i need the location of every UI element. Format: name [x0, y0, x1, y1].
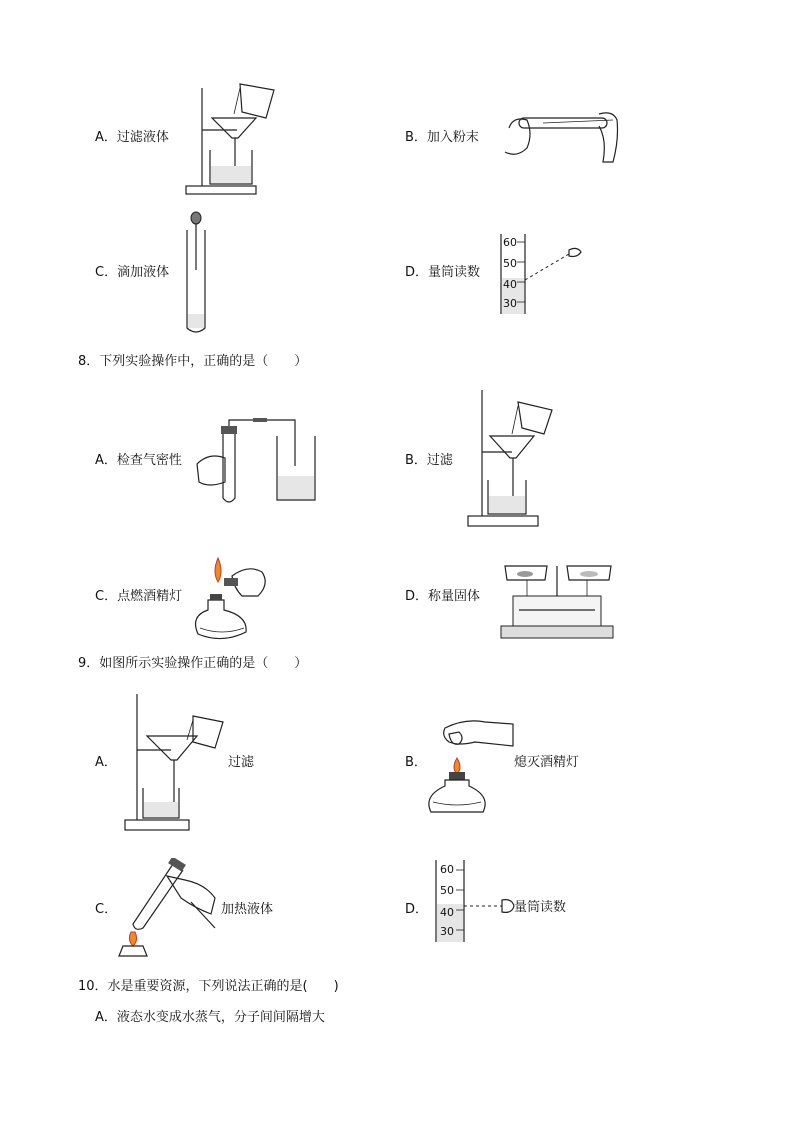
q9-option-a-label: 过滤	[228, 755, 255, 770]
q9-option-c-letter: C．	[95, 902, 118, 917]
lighting-alcohol-lamp-figure	[188, 552, 274, 642]
cylinder-reading-figure	[432, 858, 516, 944]
q10-option-a: A．液态水变成水蒸气，分子间间隔增大	[95, 1010, 325, 1025]
q9-stem: 9．如图所示实验操作正确的是（ ）	[78, 656, 308, 671]
filtration-apparatus-figure	[466, 388, 558, 530]
q8-option-a: A．检查气密性	[95, 453, 182, 468]
cylinder-tick: 30	[440, 925, 454, 938]
dropper-test-tube-figure	[182, 210, 212, 336]
q7-option-d: D．量筒读数	[405, 265, 481, 280]
q8-option-d: D．称量固体	[405, 589, 481, 604]
q9-option-c-label: 加热液体	[221, 902, 274, 917]
airtightness-check-figure	[195, 416, 325, 506]
cylinder-tick: 50	[440, 884, 454, 897]
cylinder-tick: 60	[440, 863, 454, 876]
balance-weighing-figure	[497, 556, 617, 640]
extinguish-alcohol-lamp-figure	[415, 712, 519, 816]
q8-option-b: B．过滤	[405, 453, 453, 468]
q9-option-d-label: 量筒读数	[514, 900, 567, 915]
q8-option-c: C．点燃酒精灯	[95, 589, 183, 604]
cylinder-tick: 50	[503, 257, 517, 270]
cylinder-tick: 40	[440, 906, 454, 919]
q8-stem: 8．下列实验操作中，正确的是（ ）	[78, 354, 308, 369]
test-tube-powder-figure	[503, 106, 621, 168]
filtration-apparatus-figure	[182, 82, 280, 198]
cylinder-reading-figure	[495, 232, 587, 316]
filtration-apparatus-figure	[123, 692, 227, 834]
heating-liquid-figure	[115, 858, 221, 958]
q10-stem: 10．水是重要资源，下列说法正确的是( )	[78, 979, 339, 994]
cylinder-tick: 40	[503, 278, 517, 291]
q7-option-b: B．加入粉末	[405, 130, 479, 145]
q9-option-d-letter: D．	[405, 902, 429, 917]
q9-option-b-label: 熄灭酒精灯	[514, 755, 580, 770]
q7-option-a: A．过滤液体	[95, 130, 169, 145]
cylinder-tick: 60	[503, 236, 517, 249]
q9-option-a-letter: A．	[95, 755, 117, 770]
q7-option-c: C．滴加液体	[95, 265, 170, 280]
cylinder-tick: 30	[503, 297, 517, 310]
q9-option-b-letter: B．	[405, 755, 427, 770]
